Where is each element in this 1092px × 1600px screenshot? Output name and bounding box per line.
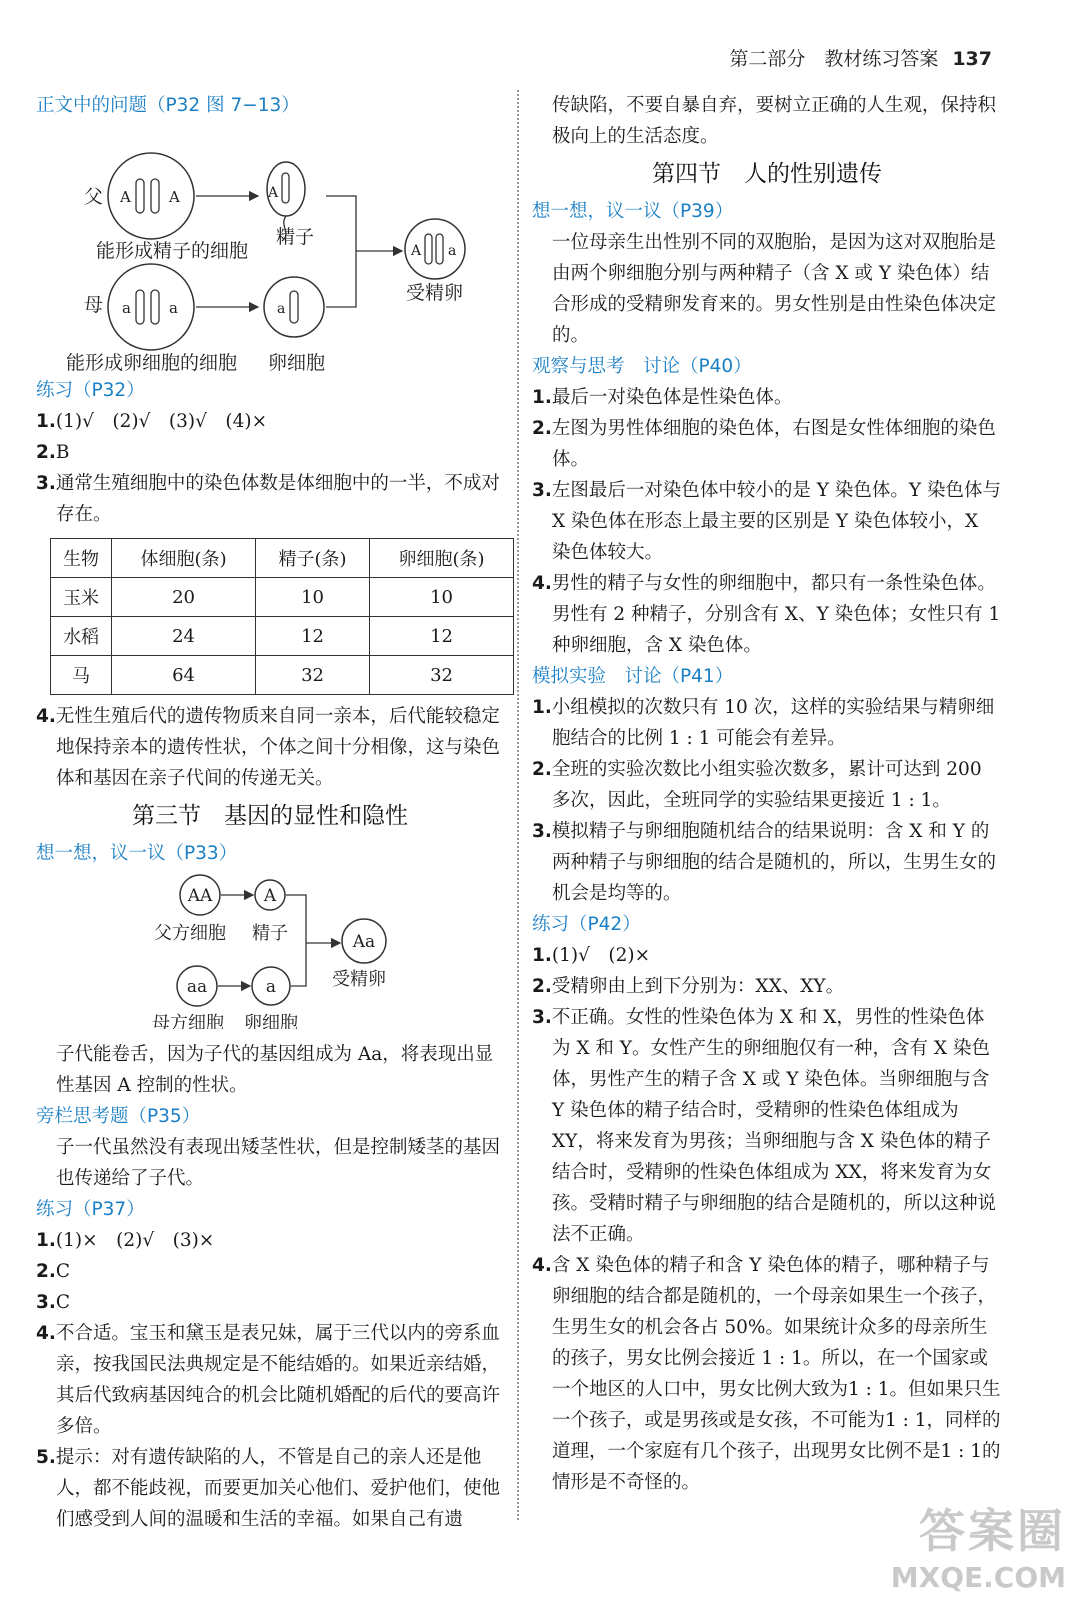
side35-answer: 子一代虽然没有表现出矮茎性状，但是控制矮茎的基因也传递给了子代。: [56, 1137, 501, 1189]
mother-cell: [108, 264, 194, 350]
table-header: 卵细胞(条): [370, 539, 514, 578]
table-cell: 12: [370, 617, 514, 656]
ex32-heading: 练习（P32）: [36, 380, 145, 401]
watermark-logo: 答案圈: [919, 1504, 1066, 1558]
genotype-label: AA: [187, 886, 213, 906]
obs40-heading: 观察与思考 讨论（P40）: [532, 356, 752, 377]
think39-heading: 想一想，议一议（P39）: [532, 201, 734, 222]
egg-cell-label: 能形成卵细胞的细胞: [66, 352, 238, 371]
answer-item: 1.最后一对染色体是性染色体。: [532, 387, 793, 408]
table-cell: 玉米: [51, 578, 112, 617]
continued-text: 传缺陷，不要自暴自弃，要树立正确的人生观，保持积极向上的生活态度。: [552, 95, 997, 147]
answer-item: 2.C: [36, 1261, 71, 1282]
sim41-heading: 模拟实验 讨论（P41）: [532, 666, 734, 687]
answer-item: 2.受精卵由上到下分别为：XX、XY。: [532, 976, 845, 997]
answer-item: 3.不正确。女性的性染色体为 X 和 X，男性的性染色体为 X 和 Y。女性产生的卵细胞仅有一种，含有 X 染色体，男性产生的精子含 X 或 Y 染色体。当卵细胞与含 Y 染色体的精子结合时，受精卵的性染色体组成为 XY，将来发育为男孩；当卵细胞与含 X 染色体的精子结合时，受精卵的性染色体组成为 XX，将来发育为女孩。受精时精子与卵细胞的结合是随机的，所以这种说法不正确。: [532, 1007, 997, 1245]
egg-label: 卵细胞: [244, 1013, 298, 1029]
zygote-label: 受精卵: [332, 969, 386, 990]
ex42-heading: 练习（P42）: [532, 914, 641, 935]
genotype-label: a: [265, 977, 277, 997]
fig1-heading: 正文中的问题（P32 图 7−13）: [36, 95, 300, 116]
answer-item: 1.(1)× (2)√ (3)×: [36, 1230, 215, 1251]
zygote: [405, 219, 465, 279]
table-cell: 水稻: [51, 617, 112, 656]
gene-cross-diagram: [36, 869, 504, 1029]
table-header: 体细胞(条): [112, 539, 256, 578]
mother-label: 母: [84, 294, 104, 316]
gene-label: A: [169, 188, 180, 206]
watermark: [891, 1495, 1066, 1594]
table-header-row: [51, 539, 514, 578]
answer-item: 3.左图最后一对染色体中较小的是 Y 染色体。Y 染色体与 X 染色体在形态上最主要的区别是 Y 染色体较小，X 染色体较大。: [532, 480, 1001, 563]
right-column: [532, 90, 1002, 1498]
answer-item: 3.模拟精子与卵细胞随机结合的结果说明：含 X 和 Y 的两种精子与卵细胞的结合是随机的，所以，生男生女的机会是均等的。: [532, 821, 997, 904]
chromosome-table: [50, 538, 514, 695]
gene-label: a: [277, 301, 286, 317]
answer-item: 4.无性生殖后代的遗传物质来自同一亲本，后代能较稳定地保持亲本的遗传性状，个体之间十分相像，这与染色体和基因在亲子代间的传递无关。: [36, 706, 501, 789]
sperm-cell-label: 能形成精子的细胞: [96, 240, 249, 262]
answer-item: 5.提示：对有遗传缺陷的人，不管是自己的亲人还是他人，都不能歧视，而要更加关心他们、爱护他们，使他们感受到人间的温暖和生活的幸福。如果自己有遗: [36, 1447, 501, 1530]
table-row: [51, 656, 514, 695]
gene-label: A: [268, 185, 279, 201]
answer-item: 2.全班的实验次数比小组实验次数多，累计可达到 200 多次，因此，全班同学的实验结果更接近 1 : 1。: [532, 759, 982, 811]
genotype-label: Aa: [352, 932, 376, 952]
gene-label: A: [120, 188, 131, 206]
table-cell: 12: [256, 617, 370, 656]
zygote-label: 受精卵: [406, 282, 464, 304]
side35-heading: 旁栏思考题（P35）: [36, 1106, 201, 1127]
table-row: [51, 617, 514, 656]
genotype-label: A: [263, 886, 277, 906]
egg: [264, 277, 324, 337]
table-cell: 20: [112, 578, 256, 617]
fertilization-diagram: [36, 121, 504, 371]
header-section: 第二部分 教材练习答案: [729, 48, 939, 70]
gene-label: a: [122, 299, 131, 317]
join-line: [286, 895, 306, 986]
table-header: 精子(条): [256, 539, 370, 578]
column-divider: [517, 90, 519, 1520]
table-cell: 马: [51, 656, 112, 695]
answer-item: 4.男性的精子与女性的卵细胞中，都只有一条性染色体。男性有 2 种精子，分别含有 X、Y 染色体；女性只有 1 种卵细胞，含 X 染色体。: [532, 573, 1001, 656]
answer-item: 4.不合适。宝玉和黛玉是表兄妹，属于三代以内的旁系血亲，按我国民法典规定是不能结婚的。如果近亲结婚，其后代致病基因纯合的机会比随机婚配的后代的要高许多倍。: [36, 1323, 501, 1437]
think33-heading: 想一想，议一议（P33）: [36, 843, 238, 864]
answer-item: 3.C: [36, 1292, 71, 1313]
section4-title: 第四节 人的性别遗传: [652, 161, 882, 187]
egg-label: 卵细胞: [268, 352, 326, 371]
table-cell: 64: [112, 656, 256, 695]
join-line: [326, 196, 356, 307]
page-number: 137: [952, 48, 992, 70]
table-cell: 32: [370, 656, 514, 695]
section3-title: 第三节 基因的显性和隐性: [132, 803, 408, 829]
answer-item: 2.左图为男性体细胞的染色体，右图是女性体细胞的染色体。: [532, 418, 996, 470]
watermark-url: MXQE.COM: [890, 1561, 1066, 1594]
page-header: [729, 44, 992, 71]
answer-item: 2.B: [36, 442, 70, 463]
think39-answer: 一位母亲生出性别不同的双胞胎，是因为这对双胞胎是由两个卵细胞分别与两种精子（含 X 或 Y 染色体）结合形成的受精卵发育来的。男女性别是由性染色体决定的。: [552, 232, 997, 346]
answer-item: 1.(1)√ (2)×: [532, 945, 651, 966]
gene-label: a: [448, 243, 457, 259]
answer-item: 1.(1)√ (2)√ (3)√ (4)×: [36, 411, 268, 432]
answer-item: 1.小组模拟的次数只有 10 次，这样的实验结果与精卵细胞结合的比例 1 : 1 可能会有差异。: [532, 697, 995, 749]
sperm-label: 精子: [276, 226, 315, 248]
table-cell: 10: [256, 578, 370, 617]
gene-label: a: [169, 299, 178, 317]
table-cell: 24: [112, 617, 256, 656]
think33-answer: 子代能卷舌，因为子代的基因组成为 Aa，将表现出显性基因 A 控制的性状。: [56, 1044, 494, 1096]
father-label: 父: [84, 186, 104, 208]
table-cell: 10: [370, 578, 514, 617]
table-row: [51, 578, 514, 617]
sperm-label: 精子: [252, 923, 288, 944]
father-cell: [108, 153, 194, 239]
genotype-label: aa: [186, 977, 208, 997]
answer-item: 3.通常生殖细胞中的染色体数是体细胞中的一半，不成对存在。: [36, 473, 500, 525]
table-header: 生物: [51, 539, 112, 578]
table-cell: 32: [256, 656, 370, 695]
answer-item: 4.含 X 染色体的精子和含 Y 染色体的精子，哪种精子与卵细胞的结合都是随机的，一个母亲如果生一个孩子，生男生女的机会各占 50%。如果统计众多的母亲所生的孩子，男女比例会接近 1 : 1。所以，在一个国家或一个地区的人口中，男女比例大致为1 : 1。但如果只生一个孩子，或是男孩或是女孩，不可能为1 : 1，同样的道理，一个家庭有几个孩子，出现男女比例不是1 : 1的情形是不奇怪的。: [532, 1255, 1001, 1493]
ex37-heading: 练习（P37）: [36, 1199, 145, 1220]
father-cell-label: 父方细胞: [154, 923, 226, 944]
left-column: [36, 90, 504, 1535]
gene-label: A: [411, 243, 422, 259]
mother-cell-label: 母方细胞: [152, 1013, 224, 1029]
